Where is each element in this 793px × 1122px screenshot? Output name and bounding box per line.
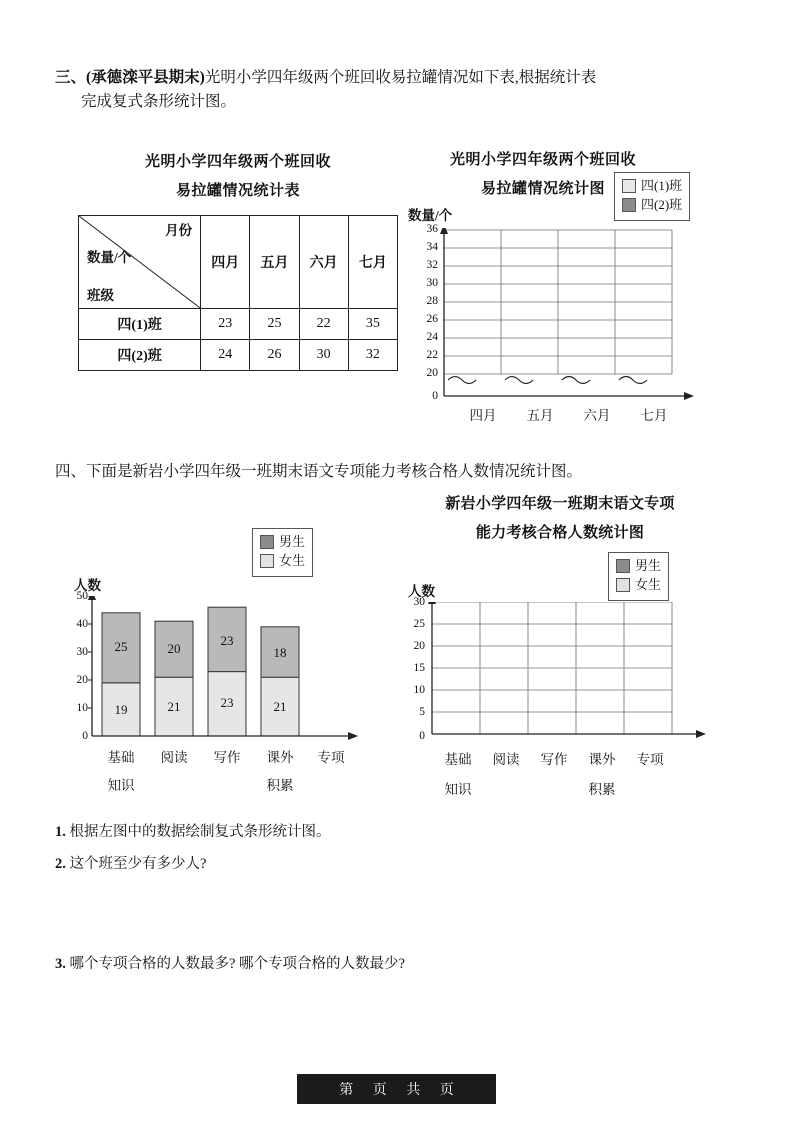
section-four-prompt bbox=[55, 460, 755, 484]
legend-swatch-class1-icon bbox=[622, 179, 636, 193]
chart2-xtick-second-line: 积累 bbox=[266, 778, 294, 793]
corner-label-quantity: 数量/个 bbox=[87, 250, 132, 265]
chart2-ytick: 10 bbox=[76, 702, 88, 714]
legend-item bbox=[622, 196, 682, 215]
legend-swatch-female-icon bbox=[616, 578, 630, 592]
chart1-ytick: 30 bbox=[426, 277, 438, 289]
section-three bbox=[55, 66, 745, 114]
chart3-xtick: 专项 bbox=[636, 752, 664, 767]
table-cell: 30 bbox=[299, 340, 348, 371]
chart3-xtick-second-line: 积累 bbox=[588, 782, 616, 797]
chart2-bar-value-female: 19 bbox=[114, 702, 128, 717]
table-col-header: 四月 bbox=[201, 216, 250, 309]
chart2-bar-value-female: 21 bbox=[273, 699, 287, 714]
chart2-plot-area bbox=[62, 590, 362, 796]
chart3-xtick-second-line: 知识 bbox=[444, 782, 472, 797]
table-cell: 32 bbox=[348, 340, 397, 371]
chart1-ytick: 26 bbox=[426, 313, 438, 325]
legend-swatch-class2-icon bbox=[622, 198, 636, 212]
chart1-ytick: 32 bbox=[426, 259, 438, 271]
chart2-ylabel: 人数 bbox=[74, 578, 101, 593]
table-cell: 26 bbox=[250, 340, 299, 371]
chart2-bar-value-male: 23 bbox=[220, 633, 234, 648]
table-row bbox=[79, 216, 398, 309]
question-1-text: 根据左图中的数据绘制复式条形统计图。 bbox=[69, 824, 331, 840]
table-col-header: 七月 bbox=[348, 216, 397, 309]
chart1-ytick: 34 bbox=[426, 241, 438, 253]
chart3-plot-area bbox=[400, 596, 720, 812]
table-col-header: 六月 bbox=[299, 216, 348, 309]
corner-label-month: 月份 bbox=[165, 223, 193, 238]
legend-label: 四(2)班 bbox=[641, 196, 683, 212]
chart2-bar-value-female: 23 bbox=[220, 695, 234, 710]
question-2 bbox=[55, 852, 755, 873]
chart1-ytick: 28 bbox=[426, 295, 438, 307]
section-four-number: 四、 bbox=[55, 463, 87, 480]
legend-swatch-male-icon bbox=[616, 559, 630, 573]
table-col-header: 五月 bbox=[250, 216, 299, 309]
question-2-number: 2. bbox=[55, 856, 66, 872]
chart3-ylabel: 人数 bbox=[408, 584, 435, 599]
chart-recycling-blank bbox=[408, 146, 748, 423]
chart2-ytick: 0 bbox=[82, 730, 88, 742]
section-three-text1: 光明小学四年级两个班回收易拉罐情况如下表,根据统计表 bbox=[204, 69, 597, 86]
table-row bbox=[79, 340, 398, 371]
chart2-ytick: 30 bbox=[76, 646, 88, 658]
chart3-ytick: 10 bbox=[413, 684, 425, 696]
table-cell: 25 bbox=[250, 309, 299, 340]
chart3-caption-line2: 能力考核合格人数统计图 bbox=[475, 525, 645, 542]
chart2-bar-value-male: 20 bbox=[167, 641, 181, 656]
chart1-ytick: 0 bbox=[432, 390, 438, 402]
legend-label: 男生 bbox=[279, 534, 306, 549]
chart2-xtick: 基础 bbox=[107, 750, 135, 765]
chart2-xtick: 阅读 bbox=[160, 750, 188, 765]
chart2-xtick-second-line: 知识 bbox=[107, 778, 135, 793]
table-cell: 35 bbox=[348, 309, 397, 340]
chart1-caption-line2: 易拉罐情况统计图 bbox=[480, 180, 605, 197]
chart-literacy-blank bbox=[400, 490, 750, 797]
page-number-bar: 第 页 共 页 bbox=[297, 1074, 496, 1104]
corner-label-class: 班级 bbox=[87, 288, 114, 303]
chart2-ytick: 40 bbox=[76, 618, 88, 630]
stat-table-caption-line1: 光明小学四年级两个班回收 bbox=[144, 154, 331, 170]
chart1-xtick: 七月 bbox=[640, 408, 668, 423]
legend-label: 女生 bbox=[635, 576, 662, 592]
section-three-source: (承德滦平县期末) bbox=[86, 69, 205, 86]
legend-item bbox=[622, 177, 682, 196]
question-1 bbox=[55, 820, 755, 841]
chart1-ytick: 24 bbox=[426, 331, 438, 343]
table-row-label: 四(1)班 bbox=[79, 309, 201, 340]
chart2-bar-value-male: 25 bbox=[114, 639, 128, 654]
chart1-plot-area bbox=[408, 223, 698, 428]
chart3-xtick: 阅读 bbox=[492, 752, 520, 767]
table-cell: 24 bbox=[201, 340, 250, 371]
chart3-ytick: 30 bbox=[413, 596, 425, 608]
chart2-xtick: 专项 bbox=[317, 750, 345, 765]
table-cell: 22 bbox=[299, 309, 348, 340]
chart2-bar-value-male: 18 bbox=[273, 645, 287, 660]
chart1-caption-line1: 光明小学四年级两个班回收 bbox=[449, 152, 636, 168]
chart2-xtick: 写作 bbox=[213, 750, 241, 765]
legend-item bbox=[616, 557, 661, 576]
legend-swatch-male-icon bbox=[260, 535, 274, 549]
legend-label: 四(1)班 bbox=[641, 178, 683, 193]
stat-table-caption-line2: 易拉罐情况统计表 bbox=[175, 182, 300, 199]
legend-label: 女生 bbox=[279, 552, 306, 568]
legend-label: 男生 bbox=[635, 558, 662, 573]
section-three-number: 三、 bbox=[55, 69, 87, 86]
section-four bbox=[55, 460, 755, 484]
question-1-number: 1. bbox=[55, 824, 66, 840]
chart2-legend bbox=[252, 528, 313, 577]
chart1-ytick: 22 bbox=[426, 349, 438, 361]
chart3-ytick: 20 bbox=[413, 640, 425, 652]
chart1-ylabel: 数量/个 bbox=[408, 208, 453, 223]
chart3-xtick: 写作 bbox=[540, 752, 568, 767]
chart1-xtick: 四月 bbox=[469, 408, 497, 423]
question-2-text: 这个班至少有多少人? bbox=[69, 856, 207, 872]
chart1-xtick: 五月 bbox=[526, 408, 554, 423]
section-three-prompt-line1 bbox=[55, 66, 745, 90]
chart3-ytick: 15 bbox=[413, 662, 425, 674]
chart1-grid-svg bbox=[408, 228, 698, 428]
question-3 bbox=[55, 952, 755, 973]
section-three-prompt-line2: 完成复式条形统计图。 bbox=[81, 93, 237, 111]
chart3-xtick: 课外 bbox=[588, 752, 616, 767]
chart2-xtick: 课外 bbox=[266, 750, 294, 765]
stat-table-block bbox=[78, 148, 398, 371]
table-corner-cell bbox=[79, 216, 201, 309]
legend-swatch-female-icon bbox=[260, 554, 274, 568]
chart1-legend bbox=[614, 172, 690, 221]
chart3-ytick: 5 bbox=[419, 706, 425, 718]
chart2-bar-value-female: 21 bbox=[167, 699, 181, 714]
chart2-ytick: 20 bbox=[76, 674, 88, 686]
table-cell: 23 bbox=[201, 309, 250, 340]
stat-table bbox=[78, 215, 398, 371]
question-3-number: 3. bbox=[55, 956, 66, 972]
question-3-text: 哪个专项合格的人数最多? 哪个专项合格的人数最少? bbox=[69, 956, 405, 972]
page-footer bbox=[0, 1074, 793, 1104]
chart3-ytick: 0 bbox=[419, 730, 425, 742]
chart3-caption-line1: 新岩小学四年级一班期末语文专项 bbox=[445, 496, 675, 512]
chart1-ytick: 20 bbox=[426, 367, 438, 379]
chart3-ytick: 25 bbox=[413, 618, 425, 630]
chart3-xtick: 基础 bbox=[444, 752, 472, 767]
legend-item bbox=[260, 533, 305, 552]
table-row bbox=[79, 309, 398, 340]
chart1-xtick: 六月 bbox=[583, 408, 611, 423]
section-four-text: 下面是新岩小学四年级一班期末语文专项能力考核合格人数情况统计图。 bbox=[86, 463, 583, 480]
table-row-label: 四(2)班 bbox=[79, 340, 201, 371]
chart1-ytick: 36 bbox=[426, 223, 438, 235]
chart2-ytick: 50 bbox=[76, 590, 88, 602]
legend-item bbox=[616, 576, 661, 595]
legend-item bbox=[260, 552, 305, 571]
chart3-legend bbox=[608, 552, 669, 601]
